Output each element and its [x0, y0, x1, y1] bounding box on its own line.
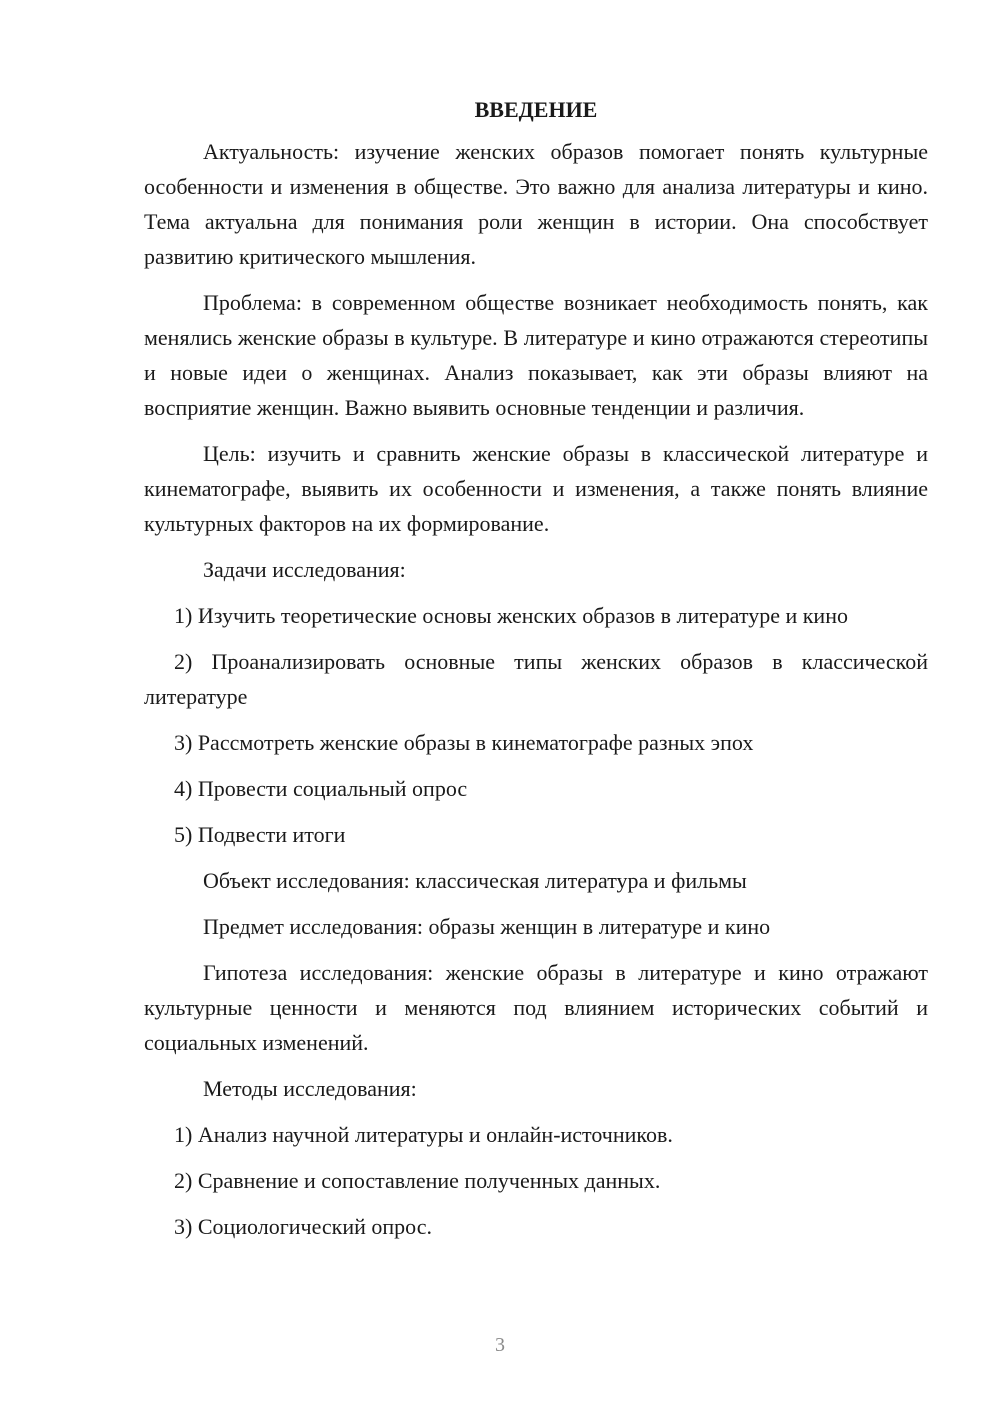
tasks-title: Задачи исследования:	[203, 557, 406, 582]
hypothesis-paragraph: Гипотеза исследования: женские образы в литературе и кино отражают культурные ценности и меняются под влиянием исторических событий и социальных изменений.	[144, 960, 928, 1055]
section-heading: ВВЕДЕНИЕ	[474, 97, 598, 122]
method-item: 1) Анализ научной литературы и онлайн-источников.	[174, 1122, 673, 1147]
object-paragraph: Объект исследования: классическая литература и фильмы	[203, 868, 747, 893]
page-number: 3	[495, 1334, 505, 1356]
goal-paragraph: Цель: изучить и сравнить женские образы в классической литературе и кинематографе, выявить их особенности и изменения, а также понять влияние культурных факторов на их формирование.	[144, 441, 928, 536]
subject-paragraph: Предмет исследования: образы женщин в литературе и кино	[203, 914, 771, 939]
task-item: 5) Подвести итоги	[174, 822, 346, 847]
relevance-paragraph: Актуальность: изучение женских образов помогает понять культурные особенности и изменения в обществе. Это важно для анализа литературы и кино. Тема актуальна для понимания роли женщин в истории. Она способствует развитию критического мышления.	[144, 139, 928, 269]
task-item: 3) Рассмотреть женские образы в кинематографе разных эпох	[174, 730, 754, 755]
document-page	[144, 94, 928, 1255]
method-item: 2) Сравнение и сопоставление полученных данных.	[174, 1168, 661, 1193]
method-item: 3) Социологический опрос.	[174, 1214, 432, 1239]
problem-paragraph: Проблема: в современном обществе возникает необходимость понять, как менялись женские образы в культуре. В литературе и кино отражаются стереотипы и новые идеи о женщинах. Анализ показывает, как эти образы влияют на восприятие женщин. Важно выявить основные тенденции и различия.	[144, 290, 928, 420]
task-item: 4) Провести социальный опрос	[174, 776, 468, 801]
task-item: 2) Проанализировать основные типы женских образов в классической литературе	[144, 649, 928, 709]
task-item: 1) Изучить теоретические основы женских образов в литературе и кино	[174, 603, 848, 628]
methods-title: Методы исследования:	[203, 1076, 417, 1101]
